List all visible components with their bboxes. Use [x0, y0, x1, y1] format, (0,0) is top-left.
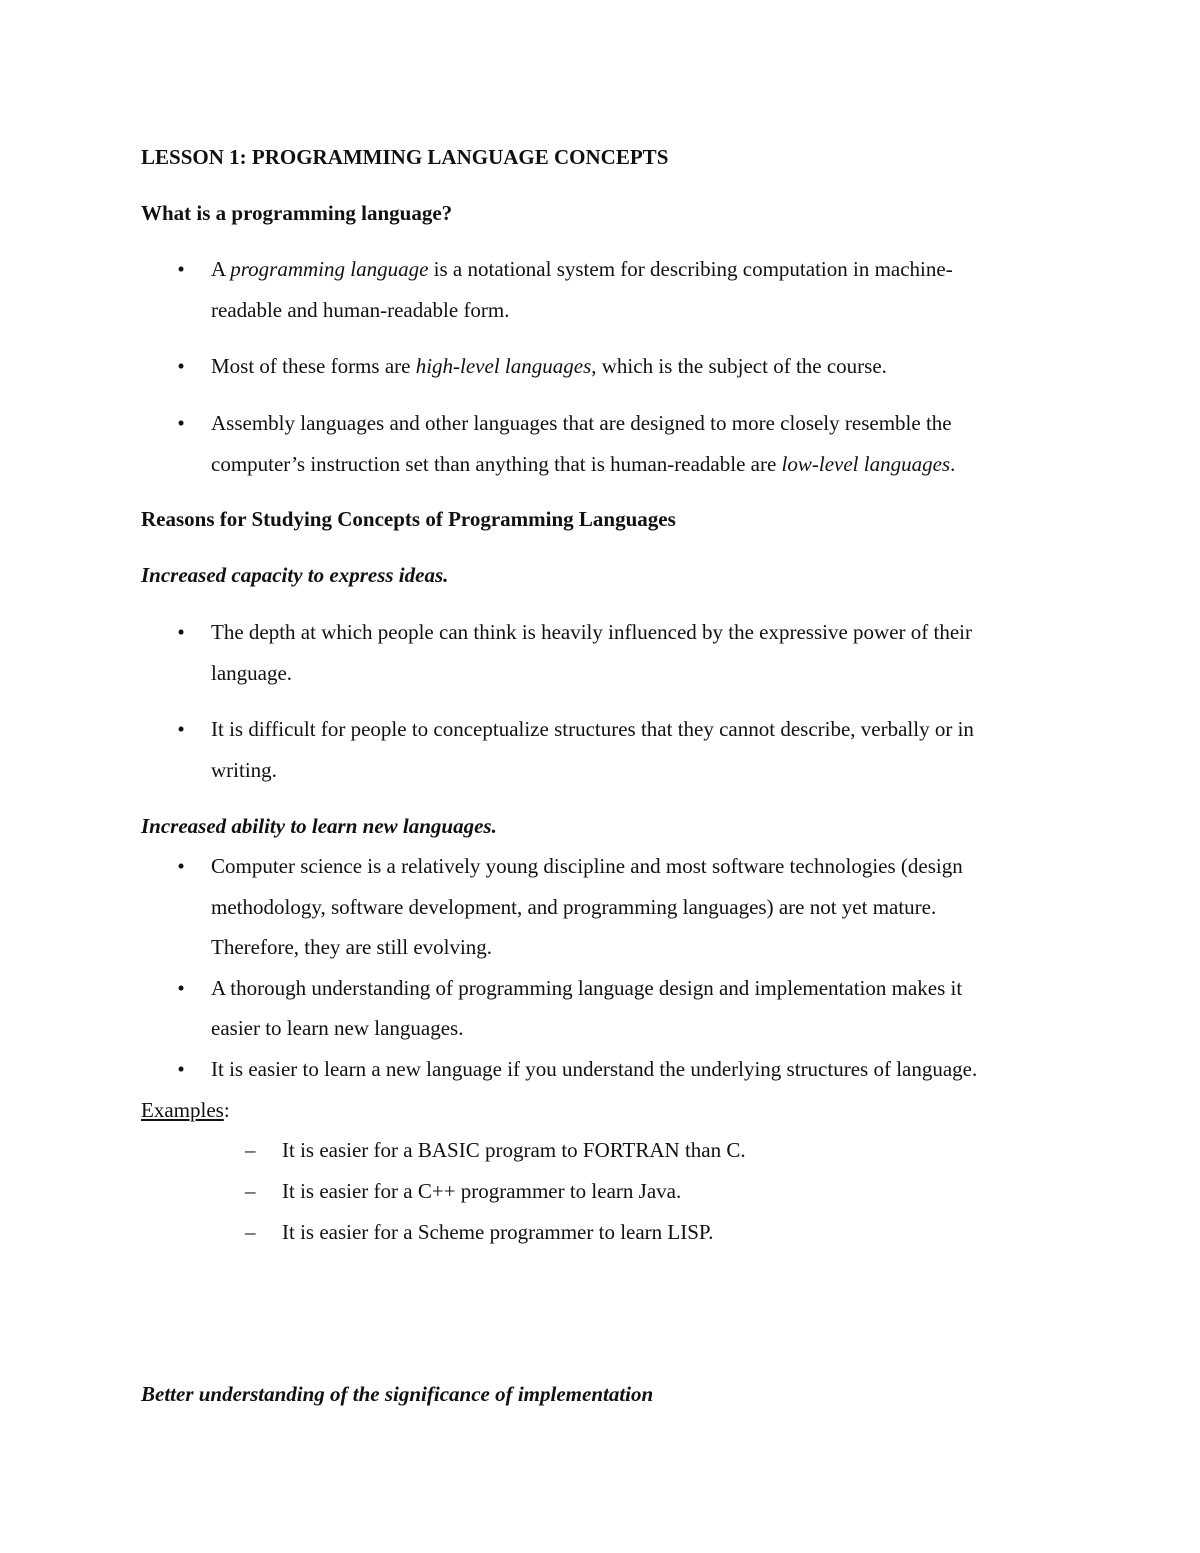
bullet-icon: •	[177, 717, 185, 741]
intro-bullet-3-cont: computer’s instruction set than anything that is human-readable are low-level languages.	[211, 452, 956, 476]
dash-icon: –	[245, 1179, 256, 1203]
dash-icon: –	[245, 1138, 256, 1162]
learn-bullet-1-cont: methodology, software development, and programming languages) are not yet mature.	[211, 895, 937, 919]
learn-bullet-2-cont: easier to learn new languages.	[211, 1016, 464, 1040]
example-item: It is easier for a BASIC program to FORTRAN than C.	[282, 1138, 746, 1162]
example-item: It is easier for a Scheme programmer to learn LISP.	[282, 1220, 714, 1244]
subsection-title-learn: Increased ability to learn new languages.	[141, 814, 497, 838]
learn-bullet-3: It is easier to learn a new language if you understand the underlying structures of language.	[211, 1057, 978, 1081]
reasons-heading: Reasons for Studying Concepts of Programming Languages	[141, 507, 676, 531]
bullet-icon: •	[177, 411, 185, 435]
bullet-icon: •	[177, 854, 185, 878]
learn-bullet-2: A thorough understanding of programming language design and implementation makes it	[211, 976, 963, 1000]
intro-bullet-3: Assembly languages and other languages that are designed to more closely resemble the	[211, 411, 952, 435]
subsection-title-implementation: Better understanding of the significance of implementation	[141, 1382, 654, 1406]
bullet-icon: •	[177, 976, 185, 1000]
learn-bullet-1: Computer science is a relatively young discipline and most software technologies (design	[211, 854, 963, 878]
capacity-bullet-2-cont: writing.	[211, 758, 277, 782]
examples-label: Examples:	[141, 1098, 230, 1122]
bullet-icon: •	[177, 1057, 185, 1081]
bullet-icon: •	[177, 620, 185, 644]
bullet-icon: •	[177, 257, 185, 281]
capacity-bullet-1-cont: language.	[211, 661, 293, 685]
capacity-bullet-2: It is difficult for people to conceptualize structures that they cannot describe, verbally or in	[211, 717, 974, 741]
lesson-title: LESSON 1: PROGRAMMING LANGUAGE CONCEPTS	[141, 145, 669, 169]
subsection-title-capacity: Increased capacity to express ideas.	[141, 563, 449, 587]
intro-bullet-1-cont: readable and human-readable form.	[211, 298, 510, 322]
dash-icon: –	[245, 1220, 256, 1244]
intro-bullet-2: Most of these forms are high-level languages, which is the subject of the course.	[211, 354, 887, 378]
capacity-bullet-1: The depth at which people can think is heavily influenced by the expressive power of their	[211, 620, 973, 644]
intro-bullet-1: A programming language is a notational system for describing computation in machine-	[211, 257, 953, 281]
bullet-icon: •	[177, 354, 185, 378]
question-heading: What is a programming language?	[141, 201, 453, 225]
example-item: It is easier for a C++ programmer to learn Java.	[282, 1179, 682, 1203]
learn-bullet-1-cont: Therefore, they are still evolving.	[211, 935, 493, 959]
